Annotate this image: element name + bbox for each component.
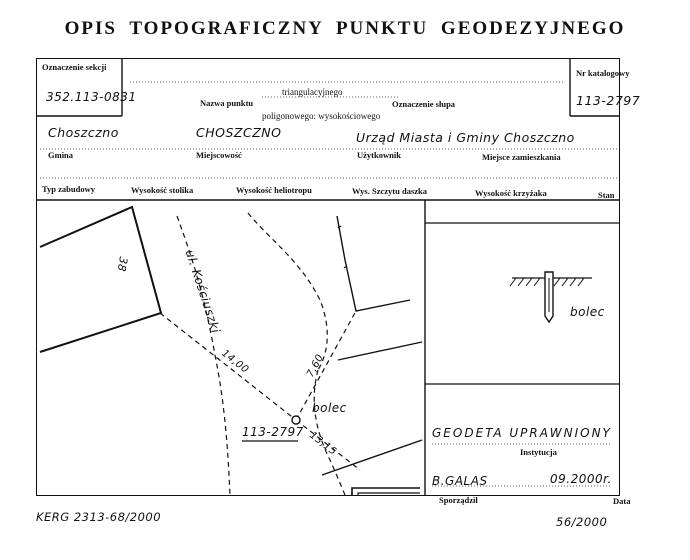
signature-date: 09.2000r. [550,472,612,486]
gmina-value: Choszczno [48,125,119,140]
catalog-value: 113-2797 [576,93,641,108]
survey-point-marker [292,416,300,424]
bottom-building-corner [352,488,420,495]
footer-left: KERG 2313-68/2000 [36,510,162,524]
miejscowosc-label: Miejscowość [196,150,242,160]
street-edge-right-lower [314,370,345,495]
miejscowosc-value: CHOSZCZNO [196,125,282,140]
building-outline [40,207,161,352]
point-number: 113-2797 [242,425,304,439]
institution-label: Instytucja [520,447,557,457]
section-value: 352.113-0831 [46,90,137,104]
footer-right: 56/2000 [556,515,608,529]
stolika-label: Wysokość stolika [131,185,194,195]
point-type: triangulacyjnego [282,87,343,97]
street-edge-right-upper [248,213,327,370]
measure-line-1 [160,313,296,420]
date-label: Data [613,496,631,506]
catalog-label: Nr katalogowy [576,68,630,78]
building-number: 38 [114,255,130,273]
street-label: ul. Kościuszki [182,248,223,336]
typ-zabudowy-label: Typ zabudowy [42,184,95,194]
document-title: OPIS TOPOGRAFICZNY PUNKTU GEODEZYJNEGO [64,18,626,39]
distance-2: 7,60 [305,352,327,380]
heliotropu-label: Wysokość heliotropu [236,185,312,195]
daszka-label: Wys. Szczytu daszka [352,186,428,196]
pole-label: Oznaczenie słupa [392,99,456,109]
point-name-label: Nazwa punktu [200,98,254,108]
distance-1: 14,00 [219,348,251,376]
gmina-label: Gmina [48,150,74,160]
detail-marker-label: bolec [570,305,605,319]
right-solid-line-2 [322,440,422,475]
uzytkownik-value: Urząd Miasta i Gminy Choszczno [356,130,575,145]
prepared-label: Sporządził [439,495,478,505]
fence-line [337,216,410,311]
polygon-label: poligonowego: wysokościowego [262,111,381,121]
zamieszkania-label: Miejsce zamieszkania [482,152,561,162]
surveyor-role: GEODETA UPRAWNIONY [432,426,612,440]
stan-label: Stan [598,190,615,200]
krzyzaka-label: Wysokość krzyżaka [475,188,547,198]
surveyor-name: B.GALAS [432,474,488,488]
point-label: bolec [312,401,347,415]
distance-3: 13,15 [307,430,339,458]
section-label: Oznaczenie sekcji [42,62,107,72]
right-solid-line-1 [338,342,422,360]
uzytkownik-label: Użytkownik [357,150,401,160]
